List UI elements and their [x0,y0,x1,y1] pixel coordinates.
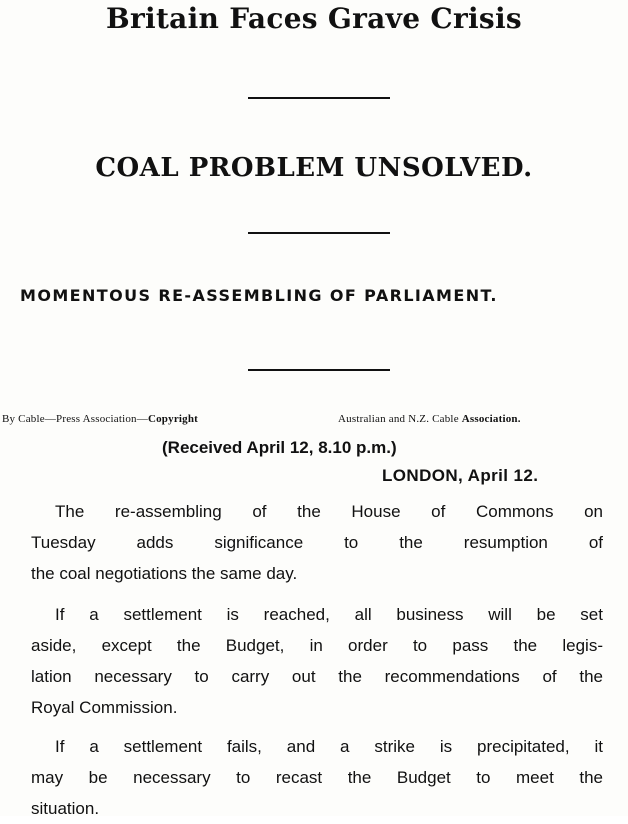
article-paragraph [31,731,603,824]
paragraph-line: aside, except the Budget, in order to pass the legis- [31,636,603,655]
paragraph-line: the coal negotiations the same day. [31,564,298,583]
association-label: Association. [461,413,521,425]
cable-credit-prefix: By Cable—Press Association— [2,413,148,425]
secondary-headline: COAL PROBLEM UNSOLVED. [95,153,533,183]
main-headline: Britain Faces Grave Crisis [105,2,522,35]
paragraph-line: situation. [31,799,100,818]
received-timestamp: (Received April 12, 8.10 p.m.) [162,438,397,457]
headline-divider [248,369,390,371]
article-paragraph [31,599,603,723]
cable-credit [2,413,198,425]
paragraph-line: Royal Commission. [31,698,178,717]
headline-divider [248,97,390,99]
headline-divider [248,232,390,234]
dateline: LONDON, April 12. [382,466,539,485]
association-credit-prefix: Australian and N.Z. Cable [338,413,462,425]
paragraph-line: lation necessary to carry out the recommendations of the [31,667,603,686]
association-credit [338,413,521,425]
article-paragraph [31,496,603,589]
copyright-label: Copyright [147,413,199,425]
paragraph-line: The re-assembling of the House of Commons on [55,502,603,521]
paragraph-line: If a settlement fails, and a strike is precipitated, it [55,737,603,756]
paragraph-line: If a settlement is reached, all business will be set [55,605,603,624]
paragraph-line: may be necessary to recast the Budget to meet the [31,768,603,787]
paragraph-line: Tuesday adds significance to the resumption of [31,533,603,552]
tertiary-headline: MOMENTOUS RE-ASSEMBLING OF PARLIAMENT. [20,286,498,305]
